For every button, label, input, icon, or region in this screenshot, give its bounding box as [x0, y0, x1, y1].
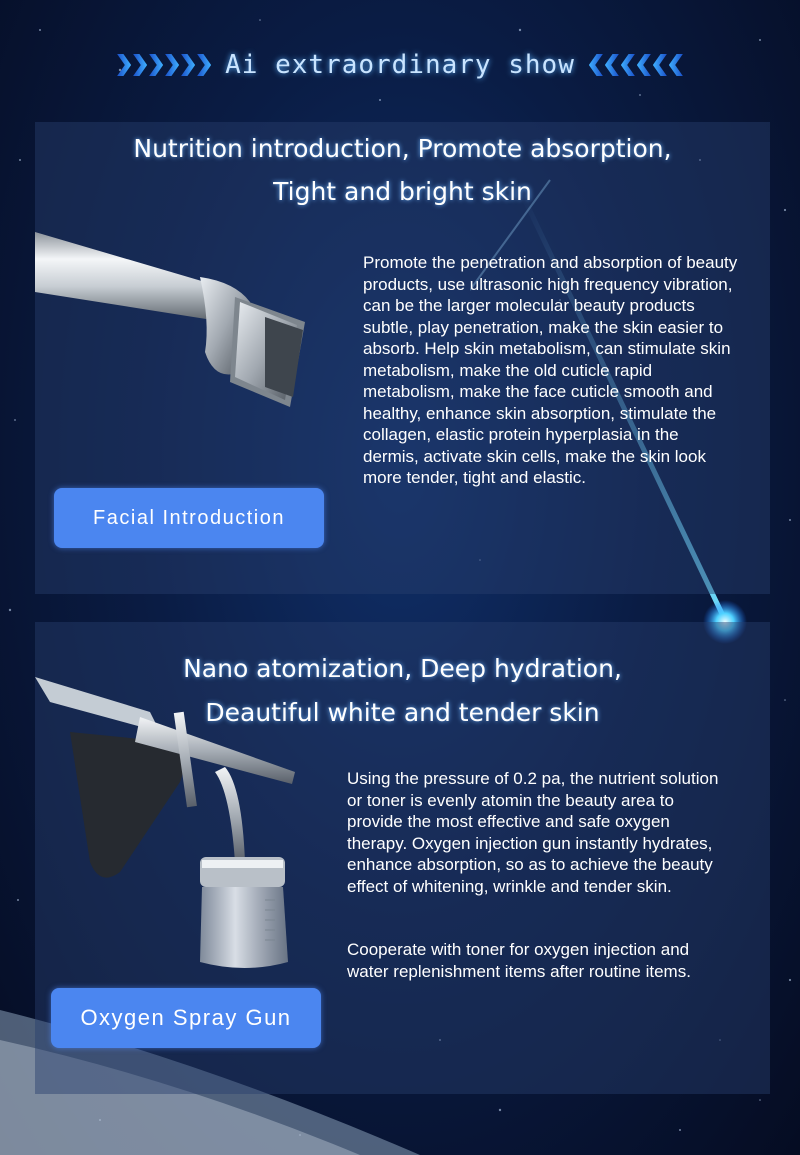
section-title-line2: Tight and bright skin: [273, 177, 532, 206]
oxygen-spray-gun-note: Cooperate with toner for oxygen injection and water replenishment items after routine items.: [347, 940, 691, 981]
ultrasonic-wand-image: [35, 222, 325, 412]
section-title-line2: Deautiful white and tender skin: [205, 698, 600, 727]
page-header: [0, 40, 800, 90]
chevrons-left-icon: [589, 54, 683, 76]
section-title-line1: Nano atomization, Deep hydration,: [183, 654, 622, 683]
oxygen-spray-gun-image: [30, 672, 300, 977]
oxygen-spray-gun-panel: [35, 622, 770, 1094]
facial-introduction-description: Promote the penetration and absorption of beauty products, use ultrasonic high frequency vibration, can be the larger molecular beauty products subtle, play penetration, make the skin easier to absorb. Help skin metabolism, can stimulate skin metabolism, make the old cuticle rapid metabolism, make the face cuticle smooth and healthy, enhance skin absorption, stimulate the collagen, elastic protein hyperplasia in the dermis, activate skin cells, make the skin look more tender, tight and elastic.: [363, 253, 738, 487]
chevrons-right-icon: [117, 54, 211, 76]
oxygen-spray-gun-description: Using the pressure of 0.2 pa, the nutrient solution or toner is evenly atomin the beauty area to provide the most effective and safe oxygen therapy. Oxygen injection gun instantly hydrates, enhance absorption, so as to achieve the beauty effect of whitening, wrinkle and tender skin.: [347, 769, 719, 896]
section-title-line1: Nutrition introduction, Promote absorption,: [133, 134, 672, 163]
facial-introduction-panel: [35, 122, 770, 594]
facial-introduction-button[interactable]: Facial Introduction: [54, 488, 324, 548]
header-title: Ai extraordinary show: [225, 50, 575, 80]
oxygen-spray-gun-button[interactable]: Oxygen Spray Gun: [51, 988, 321, 1048]
